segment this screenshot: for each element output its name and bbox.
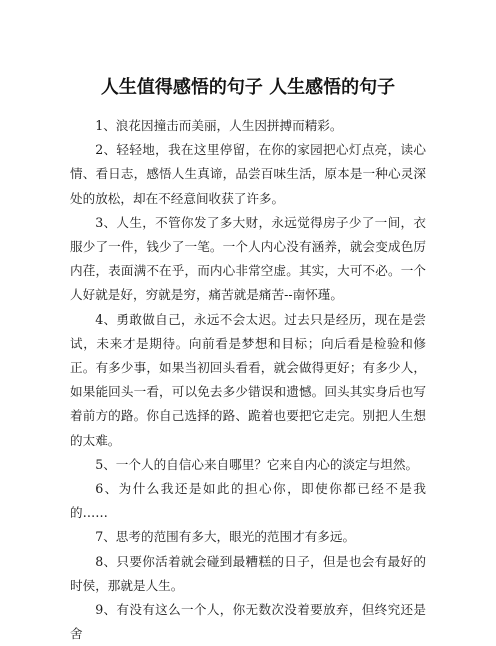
paragraph-9: 9、有没有这么一个人，你无数次没着要放弃，但终究还是舍: [70, 602, 426, 642]
paragraph-4: 4、勇敢做自己，永远不会太迟。过去只是经历，现在是尝试，未来才是期待。向前看是梦想和目标；向后看是检验和修正。有多少事，如果当初回头看看，就会做得更好；有多少人，如果能回头一看，可以免去多少错误和遗憾。回头其实身后也写着前方的路。你自己选择的路、跪着也要把它走完。别把人生想的太难。: [70, 311, 426, 448]
paragraph-3: 3、人生，不管你发了多大财，永远觉得房子少了一间，衣服少了一件，钱少了一笔。一个人内心没有涵养，就会变成色厉内荏，表面满不在乎，而内心非常空虚。其实，大可不必。一个人好就是好，穷就是穷，痛苦就是痛苦--南怀瑾。: [70, 214, 426, 303]
article-body: [70, 114, 426, 646]
paragraph-7: 7、思考的范围有多大，眼光的范围才有多远。: [95, 529, 356, 545]
article-title: 人生值得感悟的句子 人生感悟的句子: [100, 77, 396, 98]
paragraph-1: 1、浪花因撞击而美丽，人生因拼搏而精彩。: [95, 118, 343, 133]
paragraph-5: 5、一个人的自信心来自哪里？它来自内心的淡定与坦然。: [95, 456, 419, 472]
paragraph-2: 2、轻轻地，我在这里停留，在你的家园把心灯点亮，读心情、看日志，感悟人生真谛，品尝百味生活，原本是一种心灵深处的放松，却在不经意间收获了许多。: [70, 142, 426, 206]
paragraph-6: 6、为什么我还是如此的担心你，即使你都已经不是我的……: [70, 481, 426, 521]
paragraph-8: 8、只要你活着就会碰到最糟糕的日子，但是也会有最好的时侯，那就是人生。: [70, 553, 426, 593]
